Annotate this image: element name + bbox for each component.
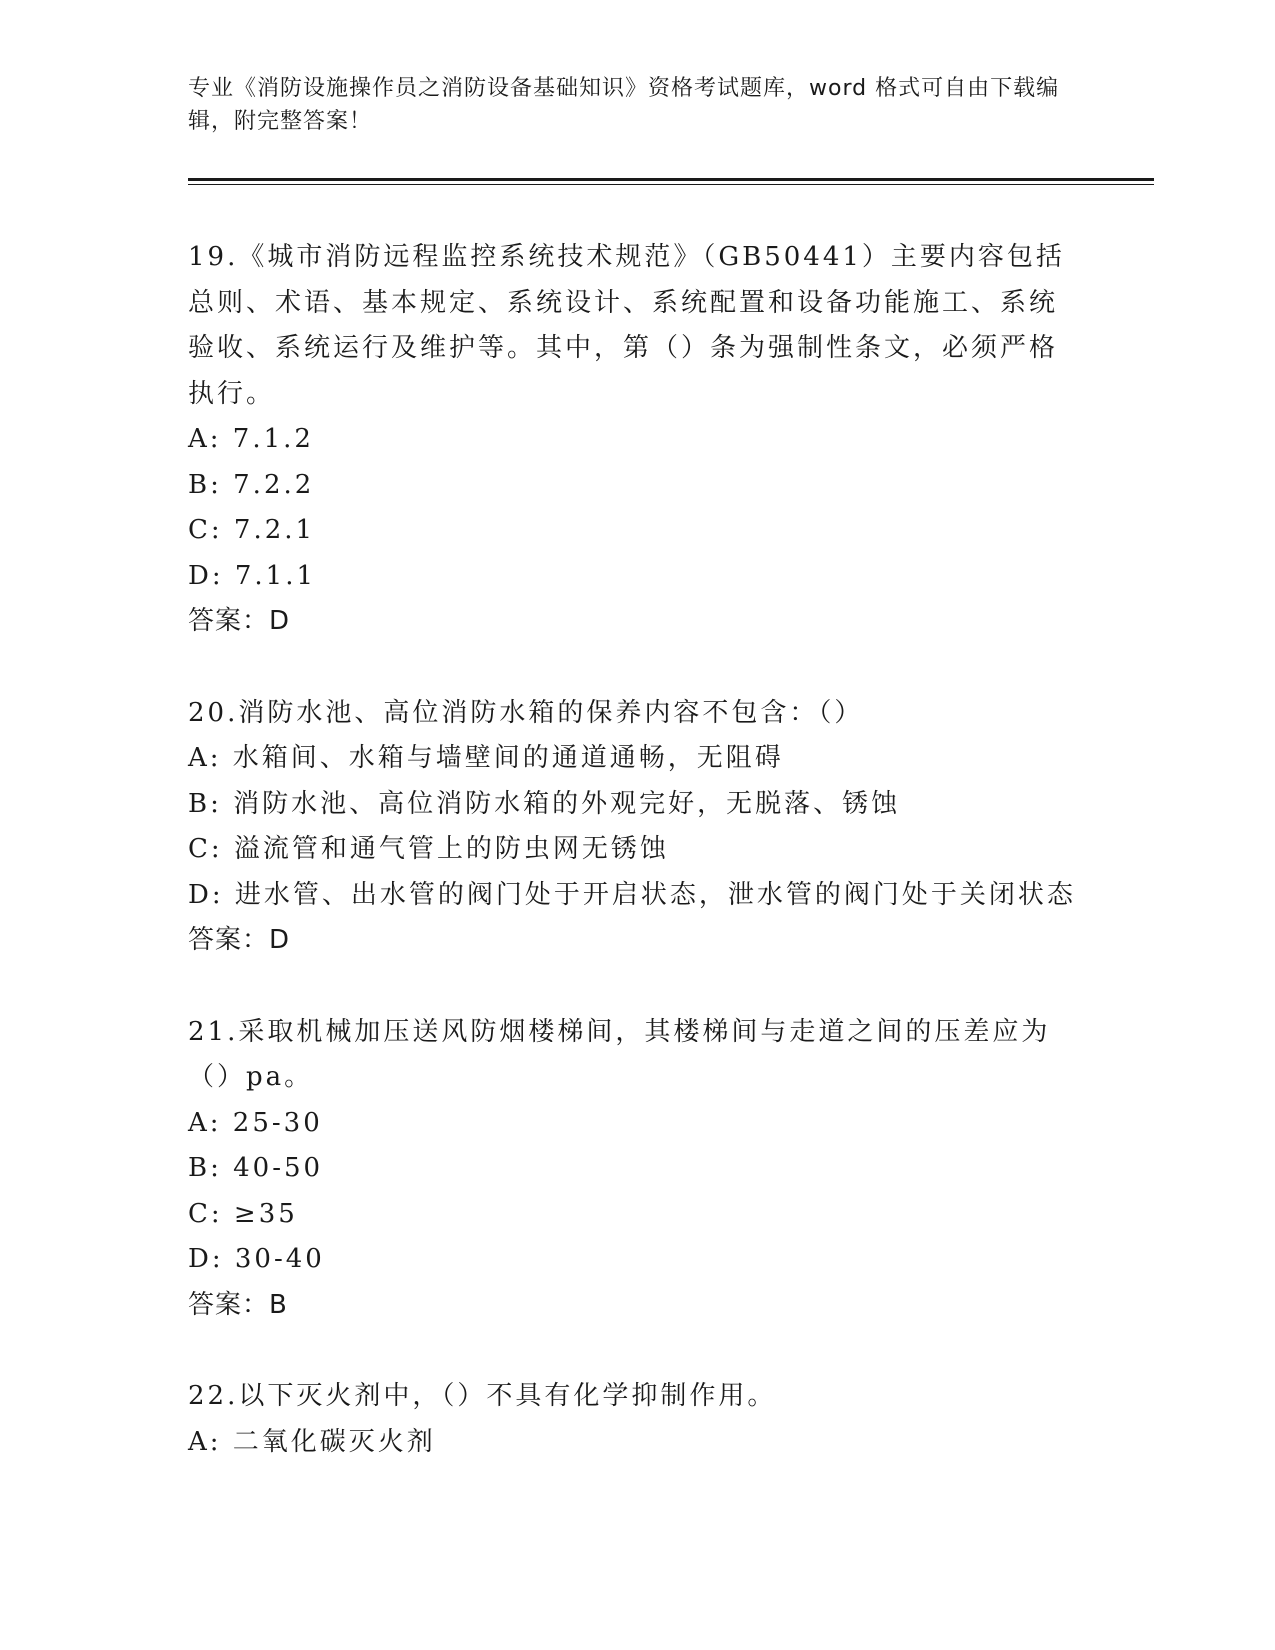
option-b: B: 40-50	[188, 1153, 324, 1183]
option-a: A: 25-30	[188, 1107, 323, 1138]
option-d: D: 进水管、出水管的阀门处于开启状态，泄水管的阀门处于关闭状态	[188, 879, 1076, 910]
option-b: B: 7.2.2	[188, 469, 315, 500]
question-22	[188, 1374, 1078, 1465]
question-list	[188, 235, 1078, 1511]
answer: 答案：B	[188, 1289, 288, 1320]
option-c: C: 7.2.1	[188, 515, 316, 545]
header-rule-thick	[188, 178, 1154, 181]
option-a: A: 7.1.2	[188, 424, 314, 454]
question-stem: 21.采取机械加压送风防烟楼梯间，其楼梯间与走道之间的压差应为（）pa。	[188, 1016, 1051, 1092]
answer: 答案：D	[188, 925, 291, 955]
header-rule-thin	[188, 184, 1154, 185]
document-header: 专业《消防设施操作员之消防设备基础知识》资格考试题库，word 格式可自由下载编辑，附完整答案！	[188, 76, 1060, 134]
option-d: D: 7.1.1	[188, 560, 317, 591]
question-stem: 19.《城市消防远程监控系统技术规范》（GB50441）主要内容包括总则、术语、基本规定、系统设计、系统配置和设备功能施工、系统验收、系统运行及维护等。其中，第（）条为强制性条文，必须严格执行。	[188, 242, 1065, 409]
question-21	[188, 1010, 1078, 1329]
option-c: C: ≥35	[188, 1198, 298, 1229]
question-20	[188, 691, 1078, 964]
option-a: A: 水箱间、水箱与墙壁间的通道通畅，无阻碍	[188, 743, 784, 773]
question-stem: 20.消防水池、高位消防水箱的保养内容不包含：（）	[188, 697, 864, 728]
question-19	[188, 235, 1078, 645]
question-stem: 22.以下灭火剂中，（）不具有化学抑制作用。	[188, 1381, 777, 1411]
option-b: B: 消防水池、高位消防水箱的外观完好，无脱落、锈蚀	[188, 788, 901, 819]
option-a: A: 二氧化碳灭火剂	[188, 1426, 436, 1457]
answer: 答案：D	[188, 606, 291, 636]
option-d: D: 30-40	[188, 1244, 325, 1274]
option-c: C: 溢流管和通气管上的防虫网无锈蚀	[188, 834, 669, 864]
